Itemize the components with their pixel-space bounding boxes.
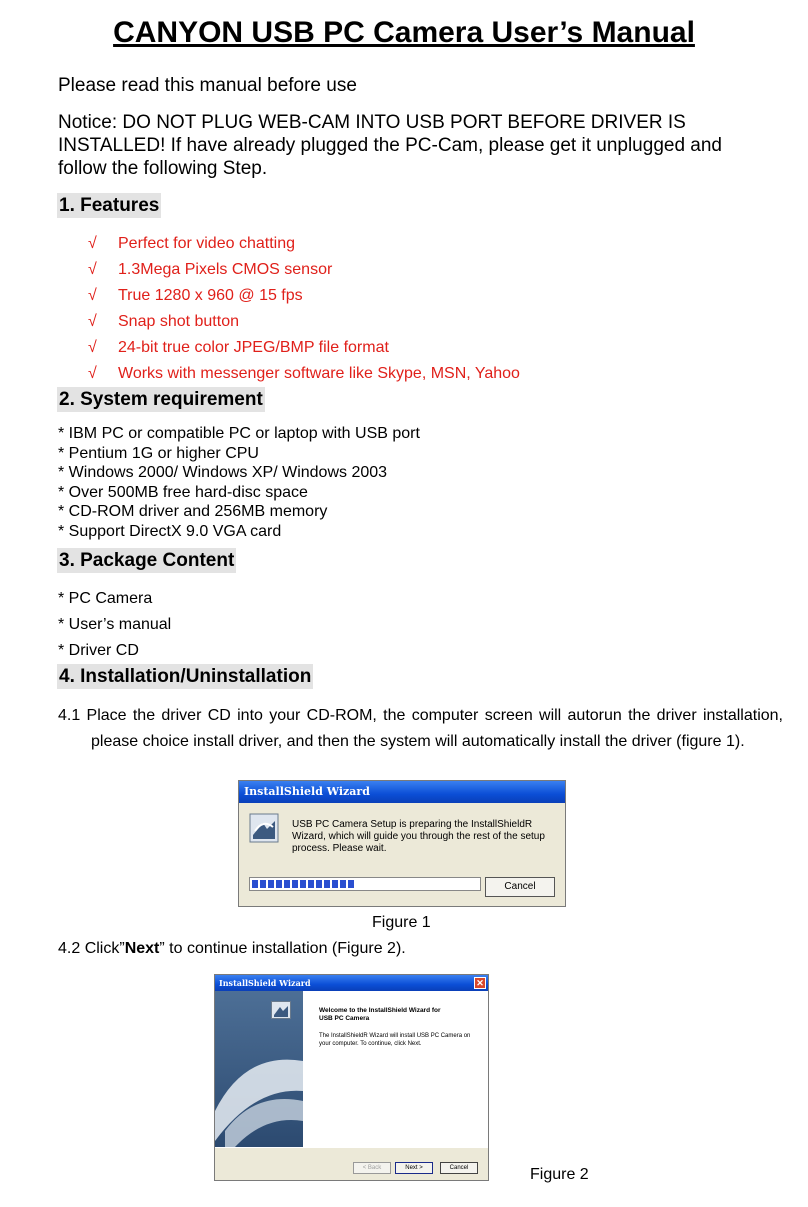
list-item — [88, 233, 520, 259]
list-item — [88, 363, 520, 389]
dialog-message: USB PC Camera Setup is preparing the InstallShieldR Wizard, which will guide you through the rest of the setup process. Please wait. — [292, 819, 545, 854]
back-button[interactable]: < Back — [353, 1162, 391, 1174]
system-requirement-list — [58, 424, 420, 541]
installshield-preparing-dialog — [238, 780, 566, 907]
wizard-footer — [215, 1147, 488, 1181]
installshield-welcome-dialog — [214, 974, 489, 1181]
step-4-2-text — [58, 938, 406, 960]
step-4-2-next-word: Next — [124, 940, 160, 957]
list-item: * IBM PC or compatible PC or laptop with USB port — [58, 425, 420, 442]
checkmark-icon: √ — [88, 313, 97, 330]
feature-text: Works with messenger software like Skype, MSN, Yahoo — [118, 365, 520, 382]
installer-icon — [271, 1001, 291, 1019]
list-item — [88, 337, 520, 363]
list-item: * Pentium 1G or higher CPU — [58, 444, 259, 462]
features-heading: 1. Features — [59, 195, 160, 216]
page-title: CANYON USB PC Camera User’s Manual — [113, 16, 695, 49]
package-content-heading: 3. Package Content — [59, 550, 235, 571]
welcome-line-2: USB PC Camera — [319, 1015, 370, 1022]
feature-text: Snap shot button — [118, 313, 239, 330]
figure-2-caption: Figure 2 — [530, 1166, 589, 1183]
wizard-body-text: The InstallShieldR Wizard will install USB PC Camera on your computer. To continue, click Next. — [319, 1033, 471, 1047]
figure-1-caption: Figure 1 — [372, 914, 431, 931]
close-icon[interactable]: ✕ — [474, 977, 486, 989]
list-item — [88, 285, 520, 311]
list-item — [88, 259, 520, 285]
features-list — [88, 233, 520, 389]
checkmark-icon: √ — [88, 339, 97, 356]
list-item: * PC Camera — [58, 590, 153, 607]
installation-heading: 4. Installation/Uninstallation — [59, 666, 312, 687]
cancel-button[interactable]: Cancel — [440, 1162, 478, 1174]
feature-text: Perfect for video chatting — [118, 235, 295, 252]
checkmark-icon: √ — [88, 261, 97, 278]
dialog-titlebar: InstallShield Wizard — [239, 781, 565, 803]
notice-text: Notice: DO NOT PLUG WEB-CAM INTO USB PORT BEFORE DRIVER IS INSTALLED! If have already plugged the PC-Cam, please get it unplugged and follow the following Step. — [58, 112, 722, 179]
welcome-line-1: Welcome to the InstallShield Wizard for — [319, 1007, 441, 1014]
wizard-welcome-title — [319, 1007, 479, 1023]
list-item: * User’s manual — [58, 616, 172, 633]
next-button[interactable]: Next > — [395, 1162, 433, 1174]
list-item — [88, 311, 520, 337]
list-item: * Over 500MB free hard-disc space — [58, 483, 308, 501]
step-4-2-suffix: ” to continue installation (Figure 2). — [159, 940, 406, 957]
list-item: * Driver CD — [58, 642, 139, 659]
dialog-title: InstallShield Wizard — [219, 978, 311, 988]
feature-text: True 1280 x 960 @ 15 fps — [118, 287, 303, 304]
feature-text: 1.3Mega Pixels CMOS sensor — [118, 261, 333, 278]
list-item: * Windows 2000/ Windows XP/ Windows 2003 — [58, 464, 388, 481]
feature-text: 24-bit true color JPEG/BMP file format — [118, 339, 389, 356]
checkmark-icon: √ — [88, 287, 97, 304]
progress-bar — [249, 877, 481, 891]
step-4-2-prefix: 4.2 Click” — [58, 940, 125, 957]
list-item: * CD-ROM driver and 256MB memory — [58, 503, 328, 520]
installer-icon — [249, 813, 279, 843]
system-requirement-heading: 2. System requirement — [59, 389, 263, 410]
checkmark-icon: √ — [88, 235, 97, 252]
checkmark-icon: √ — [88, 365, 97, 382]
intro-text: Please read this manual before use — [58, 75, 357, 96]
progress-bar-fill — [252, 880, 354, 888]
cancel-button[interactable]: Cancel — [485, 877, 555, 897]
package-content-list — [58, 588, 171, 666]
step-4-1-text: 4.1 Place the driver CD into your CD-ROM, the computer screen will autorun the driver installation, please choice install driver, and then the system will automatically install the driver (figure 1). — [58, 707, 783, 750]
list-item: * Support DirectX 9.0 VGA card — [58, 522, 282, 540]
dialog-titlebar — [215, 975, 488, 991]
